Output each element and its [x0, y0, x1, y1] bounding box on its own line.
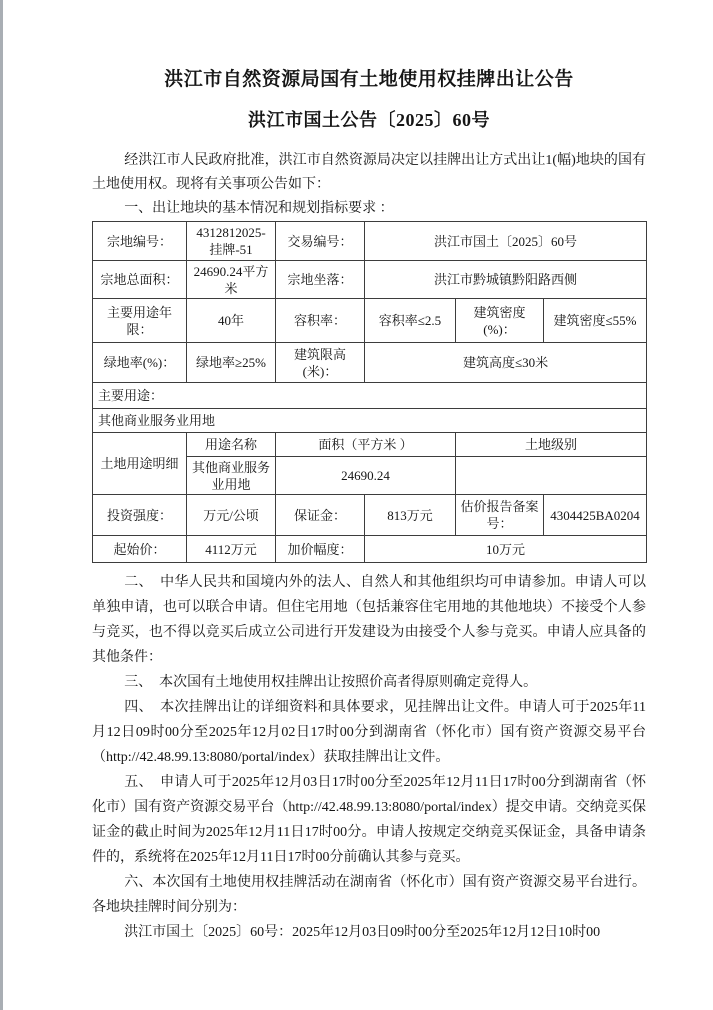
main-use-value: 其他商业服务业用地	[93, 409, 647, 433]
deposit-value: 813万元	[365, 495, 456, 536]
deposit-label: 保证金：	[276, 495, 365, 536]
increment-label: 加价幅度：	[276, 536, 365, 563]
table-row	[93, 536, 647, 563]
land-grade-header: 土地级别	[456, 433, 647, 457]
table-row	[93, 343, 647, 383]
total-area-value: 24690.24平方米	[187, 261, 276, 299]
doc-number-subtitle: 洪江市国土公告〔2025〕60号	[248, 110, 490, 130]
trade-number-value: 洪江市国土〔2025〕60号	[365, 222, 647, 261]
plot-ratio-label: 容积率：	[276, 299, 365, 343]
paragraph-6: 六、本次国有土地使用权挂牌活动在湖南省（怀化市）国有资产资源交易平台进行。各地块挂牌时间分别为：	[92, 875, 646, 915]
main-use-label: 主要用途：	[93, 383, 647, 409]
building-density-label: 建筑密度(%)：	[456, 299, 544, 343]
building-density-value: 建筑密度≤55%	[544, 299, 647, 343]
intro-paragraph: 经洪江市人民政府批准，洪江市自然资源局决定以挂牌出让方式出让1(幅)地块的国有土地使用权。现将有关事项公告如下：	[92, 153, 646, 192]
land-parcel-table	[92, 221, 647, 563]
investment-value: 万元/公顷	[187, 495, 276, 536]
paragraph-3: 三、 本次国有土地使用权挂牌出让按照价高者得原则确定竞得人。	[124, 675, 538, 690]
table-row	[93, 299, 647, 343]
location-label: 宗地坐落：	[276, 261, 365, 299]
increment-value: 10万元	[365, 536, 647, 563]
body-paragraphs	[92, 570, 646, 945]
table-row	[93, 495, 647, 536]
table-row	[93, 222, 647, 261]
investment-label: 投资强度：	[93, 495, 187, 536]
height-limit-value: 建筑高度≤30米	[365, 343, 647, 383]
use-name-value: 其他商业服务业用地	[187, 457, 276, 495]
area-header: 面积（平方米 ）	[276, 433, 456, 457]
section-1-heading: 一、出让地块的基本情况和规划指标要求 ：	[124, 201, 394, 216]
use-name-header: 用途名称	[187, 433, 276, 457]
paragraph-2: 二、 中华人民共和国境内外的法人、自然人和其他组织均可申请参加。申请人可以单独申请，也可以联合申请。但住宅用地（包括兼容住宅用地的其他地块）不接受个人参与竞买，也不得以竞买后成立公司进行开发建设为由接受个人参与竞买。申请人应具备的其他条件：	[92, 575, 646, 665]
paragraph-4: 四、 本次挂牌出让的详细资料和具体要求，见挂牌出让文件。申请人可于2025年11月12日09时00分至2025年12月02日17时00分到湖南省（怀化市）国有资产资源交易平台（http://42.48.99.13:8080/portal/index）获取挂牌出让文件。	[92, 700, 646, 765]
parcel-number-label: 宗地编号：	[93, 222, 187, 261]
land-grade-value	[456, 457, 647, 495]
paragraph-listing-time: 洪江市国土〔2025〕60号：2025年12月03日09时00分至2025年12月12日10时00	[124, 925, 601, 940]
start-price-label: 起始价：	[93, 536, 187, 563]
height-limit-label: 建筑限高(米)：	[276, 343, 365, 383]
plot-ratio-value: 容积率≤2.5	[365, 299, 456, 343]
use-area-value: 24690.24	[276, 457, 456, 495]
green-rate-value: 绿地率≥25%	[187, 343, 276, 383]
use-term-value: 40年	[187, 299, 276, 343]
table-row	[93, 433, 647, 457]
parcel-number-value: 4312812025-挂牌-51	[187, 222, 276, 261]
location-value: 洪江市黔城镇黔阳路西侧	[365, 261, 647, 299]
paragraph-5: 五、 申请人可于2025年12月03日17时00分至2025年12月11日17时00分到湖南省（怀化市）国有资产资源交易平台（http://42.48.99.13:8080/portal/index）提交申请。交纳竞买保证金的截止时间为2025年12月11日17时00分。申请人按规定交纳竞买保证金，具备申请条件的，系统将在2025年12月11日17时00分前确认其参与竞买。	[92, 775, 646, 865]
use-term-label: 主要用途年限：	[93, 299, 187, 343]
appraisal-value: 4304425BA0204	[544, 495, 647, 536]
green-rate-label: 绿地率(%)：	[93, 343, 187, 383]
scan-edge	[0, 0, 3, 1010]
table-row	[93, 383, 647, 409]
start-price-value: 4112万元	[187, 536, 276, 563]
use-detail-label: 土地用途明细	[93, 433, 187, 495]
appraisal-label: 估价报告备案号：	[456, 495, 544, 536]
doc-title: 洪江市自然资源局国有土地使用权挂牌出让公告	[164, 69, 574, 90]
table-row	[93, 261, 647, 299]
table-row	[93, 409, 647, 433]
total-area-label: 宗地总面积：	[93, 261, 187, 299]
trade-number-label: 交易编号：	[276, 222, 365, 261]
